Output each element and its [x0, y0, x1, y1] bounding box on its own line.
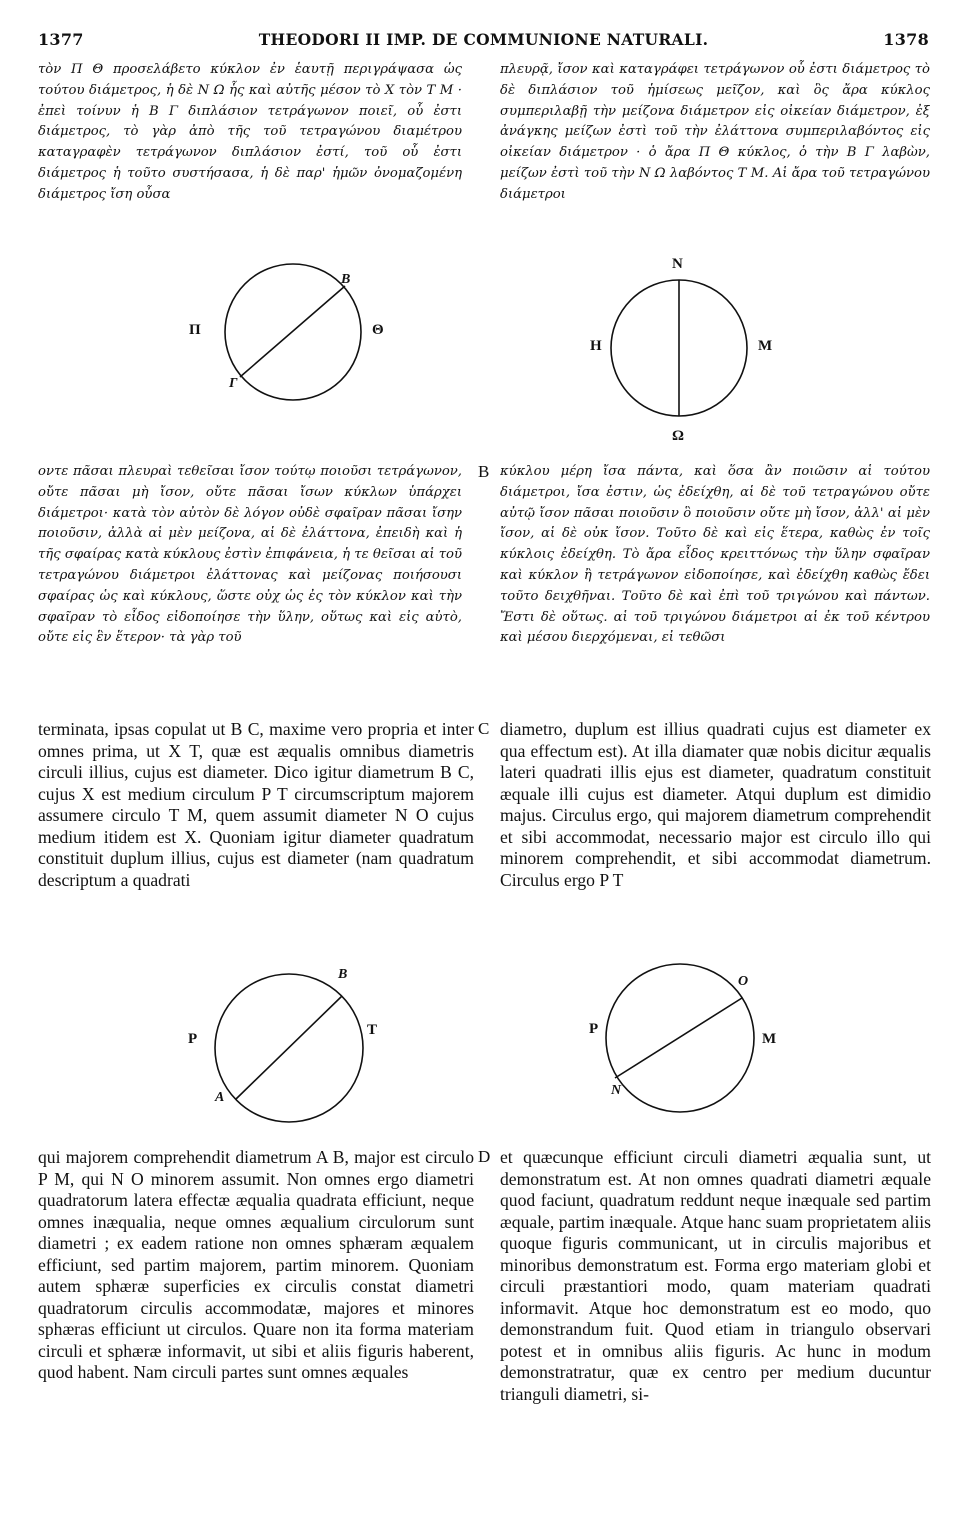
page-number-right: 1378	[883, 30, 929, 49]
greek-mid-right: κύκλου μέρη ἴσα πάντα, καὶ ὅσα ἂν ποιῶσιν αἱ τούτου διάμετροι, ἴσα ἐστιν, ὡς ἐδείχθη, αἱ δὲ τοῦ τετραγώνου οὔτε αὐτῷ ἴσον πᾶσαι ποιοῦσιν ὃ ποιοῦσιν οὔτε μὴ ἴσον, ἀλλ' αἱ μὲν ἴσον, αἱ δὲ οὐκ ἴσον. Τοῦτο δὲ καὶ εἰς ἕτερα, καθὼς ἐν τοῖς κύκλοις ἐδείχθη. Τὸ ἄρα εἶδος κρειττόνως τὴν ὕλην σφαῖραν καὶ κύκλον ἢ τετράγωνον εἰδοποίησε, καὶ ἐδείχθη καθὼς ἔδει τοῦτο δειχθῆναι. Τοῦτο δὲ καὶ ἐπὶ τοῦ τριγώνου καὶ πάντων. Ἔστι δὲ οὕτως. αἱ τοῦ τριγώνου διάμετροι αἱ ἐκ τοῦ κέντρου καὶ μέσου διερχόμεναι, εἰ τεθῶσι	[500, 464, 930, 646]
latin-bottom-left: qui majorem comprehendit diametrum A B, major est circulo P M, qui N O minorem assumit. Non omnes ergo diametri quadratorum latera effectæ æqualia quadrata efficiunt, neque omnes inæqualia, neque omnes æqualium circulorum sunt diametri ; ex eadem ratione non omnes sphæram æqualem efficiunt, sed partim majorem, partim minorem. Quoniam autem sphæræ superficies ex circulis constat diametri quadratorum circulis accommodatæ, majores et minores sphæras efficiunt ut circulos. Quare non ita forma materiam circuli et sphæræ informavit, ut sibi et aliis figuris haberent, quod habent. Nam circuli partes sunt omnes æquales	[38, 1147, 474, 1382]
figure-3-label-bottom: A	[215, 1090, 225, 1105]
page-number-left: 1377	[38, 30, 84, 49]
greek-mid-left: οντε πᾶσαι πλευραὶ τεθεῖσαι ἴσον τούτῳ ποιοῦσι τετράγωνον, οὔτε πᾶσαι μὴ ἴσον, οὔτε πᾶσαι ἴσων κύκλων ὑπάρχει διάμετροι· κατὰ τὸν αὐτὸν δὲ λόγον οὐδὲ σφαῖραν πᾶσαι ἴσην ποιοῦσιν, ἀλλὰ αἱ μὲν μείζονα, αἱ δὲ ἐλάττονα, ἐπειδὴ καὶ ἡ τῆς σφαίρας κατὰ κύκλους ἐστὶν ἐπιφάνεια, ἡ τε θεῖσαι αἱ τοῦ τετραγώνου διάμετροι ἐλάττονας καὶ μείζονας ποιήσουσι σφαίρας ὡς καὶ κύκλους, ὥστε οὐχ ὡς ἐς τὸν κύκλον καὶ τὴν σφαῖραν τὸ εἶδος εἰδοποίησε τὴν ὕλην, οὕτως καὶ εἰς αὐτὸ, οὔτε εἰς ἓν ἕτερον· τὰ γὰρ τοῦ	[38, 464, 462, 646]
figure-3-label-left: P	[188, 1031, 198, 1047]
figure-1-label-right: Θ	[372, 322, 384, 338]
latin-mid-right: diametro, duplum est illius quadrati cujus est diameter ex qua effectum est). At illa diamater quæ nobis dicitur æqualis lateri quadrati illis ejus est diameter, quadratum constituit æquale illi cujus est diameter. Atqui duplum est dimidio majus. Circulus ergo, qui majorem diametrum comprehendit et sibi accommodat, necessario major est circulo illo qui minorem comprehendit, et sibi accommodat diametrum. Circulus ergo P T	[500, 719, 931, 890]
figure-2-label-bottom: Ω	[672, 428, 685, 444]
figure-4-label-top: O	[738, 974, 749, 989]
figure-1-label-left: Π	[189, 322, 201, 338]
margin-letter-c: C	[478, 719, 490, 738]
figure-2-label-right: Μ	[758, 338, 773, 354]
latin-mid-left: terminata, ipsas copulat ut B C, maxime vero propria et inter omnes prima, ut X T, quæ est æqualis omnibus diametris circuli illius, cujus est diameter. Dico igitur diametrum B C, cujus X est medium circulum P T circumscriptum majorem assumere circulo T M, quem assumit diameter N O cujus medium itidem est X. Quoniam igitur diameter quadratum constituit duplum illius, cujus est diameter (nam quadratum descriptum a quadrati	[38, 719, 474, 890]
running-title: THEODORI II IMP. DE COMMUNIONE NATURALI.	[258, 30, 709, 49]
margin-letter-b: B	[478, 462, 490, 481]
figure-2-label-left: Η	[590, 338, 602, 354]
figure-3-label-right: T	[367, 1022, 378, 1038]
figure-4-label-left: P	[589, 1021, 599, 1037]
figure-1-label-top: Β	[341, 272, 351, 287]
figure-2-diagram	[608, 277, 750, 419]
latin-bottom-right: et quæcunque efficiunt circuli diametri æqualia sunt, ut demonstratum est. At non omnes quadrati diametri æquale quod faciunt, quadratum reddunt neque inæquale sed partim æquale, partim inæquale. Atque hanc suam proprietatem aliis quoque figuris communicant, ut in circulis majoribus et minoribus demonstratum est. Forma ergo materiam globi et circuli præstantiori modo, quam materiam quadrati informavit. Atque hoc demonstratum est eo modo, quo demonstrandum fuit. Quod etiam in triangulo observari potest et in omnibus aliis figuris. Ac hunc in modum demonstratratur, quæ ex centro per medium ducuntur trianguli diametri, si-	[500, 1147, 931, 1404]
figure-3-label-top: B	[338, 967, 348, 982]
figure-4-diagram	[602, 960, 758, 1116]
margin-letter-d: D	[478, 1147, 491, 1166]
figure-1-label-bottom: Γ	[229, 376, 238, 391]
figure-4-label-bottom: N	[611, 1083, 622, 1098]
figure-2-label-top: Ν	[672, 256, 683, 272]
figure-3-diagram	[211, 970, 367, 1126]
figure-4-label-right: M	[762, 1031, 777, 1047]
greek-top-right: πλευρᾷ, ἴσον καὶ καταγράφει τετράγωνον οὗ ἐστι διάμετρος τὸ δὲ διπλάσιον τοῦ ἡμίσεως μεῖζον, καὶ ὃς ἄρα κύκλος συμπεριλαβῇ τὴν μείζονα διάμετρον εἰς οἰκείαν διάμετρον, ἐξ ἀνάγκης μείζων ἐστὶ τοῦ τὴν ἐλάττονα συμπεριλαβόντος εἰς οἰκείαν διάμετρον · ὁ ἄρα Π Θ κύκλος, ὁ τὴν Β Γ λαβὼν, μείζων ἐστὶ τοῦ τὴν Ν Ω λαβόντος Τ Μ. Αἱ ἄρα τοῦ τετραγώνου διάμετροι	[500, 62, 930, 202]
greek-top-left: τὸν Π Θ προσελάβετο κύκλον ἐν ἑαυτῇ περιγράψασα ὡς τούτου διάμετρος, ἡ δὲ Ν Ω ἧς καὶ αὐτῆς μέσον τὸ Χ τὸν Τ Μ · ἐπεὶ τοίνυν ἡ Β Γ διπλάσιον τετράγωνον ποιεῖ, οὗ ἐστι διάμετρος, τὸ γὰρ ἀπὸ τῆς τοῦ τετραγώνου διαμέτρου καταγραφὲν τετράγωνον διπλάσιον ἐστί, τοῦ οὗ ἐστι διάμετρος ἡ τοῦτο συστήσασα, ἡ δὲ παρ' ἡμῶν ὀνομαζομένη διάμετρος ἴση οὖσα	[38, 62, 462, 202]
